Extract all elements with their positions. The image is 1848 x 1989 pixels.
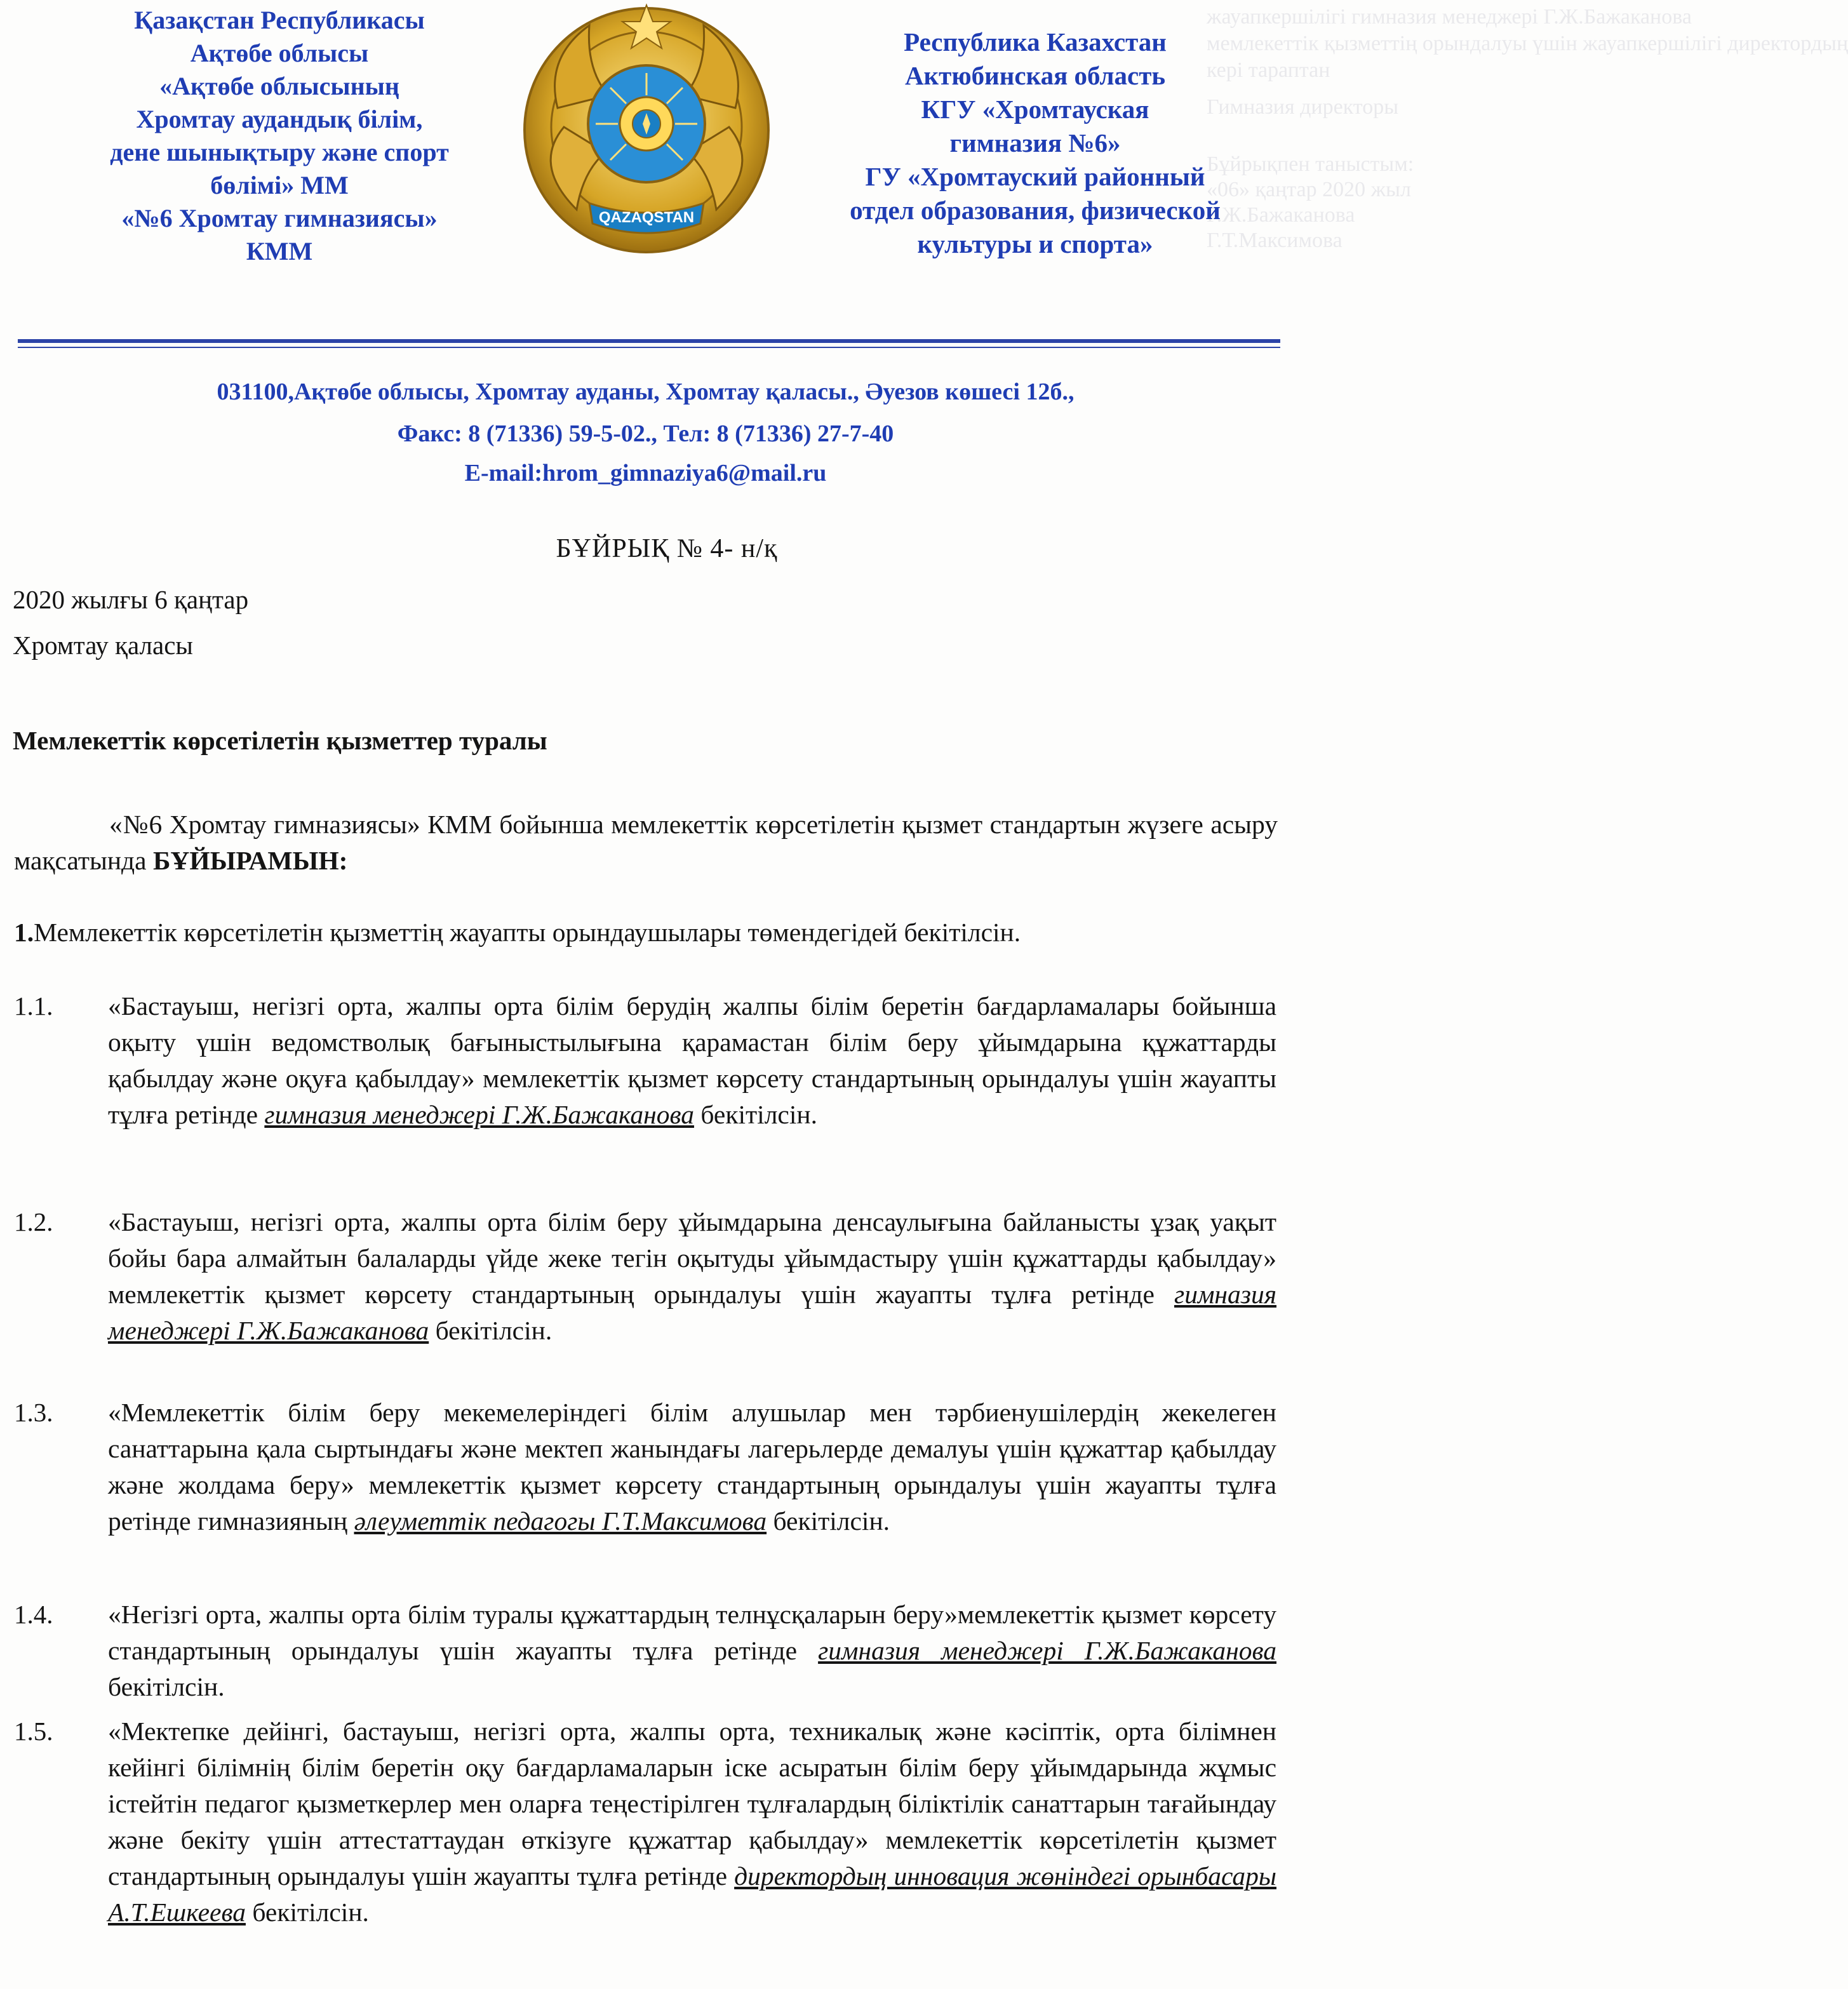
header-left-line: «№6 Хромтау гимназиясы»: [121, 204, 438, 232]
header-right-line: отдел образования, физической: [850, 196, 1221, 225]
item-number: 1.2.: [14, 1207, 53, 1236]
header-left-line: КММ: [246, 237, 313, 265]
header-left-line: Қазақстан Республикасы: [134, 6, 425, 34]
list-item: [14, 1597, 1278, 1705]
order-date: 2020 жылғы 6 қаңтар: [13, 585, 249, 614]
header-right-line: Республика Казахстан: [904, 27, 1167, 57]
item-number: 1.4.: [14, 1600, 53, 1629]
order-subject: Мемлекеттік көрсетілетін қызметтер туралы: [13, 726, 547, 755]
item-responsible-person: әлеуметтік педагогы Г.Т.Максимова: [354, 1506, 767, 1536]
item-number: 1.5.: [14, 1717, 53, 1746]
order-intro-text: «№6 Хромтау гимназиясы» КММ бойынша мемлекеттік көрсетілетін қызмет стандартын жүзеге асыру мақсатында: [14, 810, 1278, 875]
header-right-line: культуры и спорта»: [917, 229, 1153, 258]
bleed-line: Бұйрықпен таныстым:: [1207, 152, 1414, 176]
order-title: БҰЙРЫҚ № 4- н/қ: [556, 534, 778, 563]
item-number: 1.3.: [14, 1398, 53, 1427]
list-item: [14, 1395, 1278, 1539]
point-1-number: 1.: [14, 918, 34, 947]
header-right-line: Актюбинская область: [904, 61, 1166, 90]
emblem-ribbon-text: QAZAQSTAN: [598, 209, 695, 226]
header-left-line: «Ақтөбе облысының: [159, 72, 399, 100]
item-responsible-person: гимназия менеджері Г.Ж.Бажаканова: [264, 1100, 694, 1129]
header-right-line: гимназия №6»: [949, 128, 1121, 157]
header-divider-thin: [18, 347, 1280, 348]
header-left-line: бөлімі» ММ: [210, 171, 349, 199]
item-text-end: бекітілсін.: [108, 1672, 225, 1701]
header-right-russian: [781, 25, 1289, 261]
item-responsible-person: гимназия менеджері Г.Ж.Бажаканова: [108, 1280, 1276, 1345]
header-left-line: дене шынықтыру және спорт: [110, 138, 449, 166]
item-text-end: бекітілсін.: [693, 1100, 817, 1129]
item-text: [108, 1395, 1276, 1539]
list-item: [14, 1713, 1278, 1931]
item-responsible-person: гимназия менеджері Г.Ж.Бажаканова: [818, 1636, 1276, 1665]
bleed-line: «06» қаңтар 2020 жыл: [1207, 178, 1411, 201]
header-left-line: Хромтау аудандық білім,: [136, 105, 423, 133]
header-left-line: Ақтөбе облысы: [190, 39, 369, 67]
bleed-line: жауапкершілігі гимназия менеджері Г.Ж.Бажаканова: [1207, 5, 1692, 29]
header-right-line: ГУ «Хромтауский районный: [865, 162, 1205, 191]
item-text-main: «Бастауыш, негізгі орта, жалпы орта білім берудің жалпы білім беретін бағдарламалары бойынша оқыту үшін ведомстволық бағыныстылығына қарамастан білім беру ұйымдарына құжаттарды қабылдау және оқуға қабылдау» мемлекеттік қызмет көрсету стандартының орындалуы үшін жауапты тұлға ретінде: [108, 991, 1276, 1129]
bleed-line: Г.Т.Максимова: [1207, 229, 1342, 252]
point-1: [14, 914, 1278, 951]
item-text-main: «Мектепке дейінгі, бастауыш, негізгі орта, жалпы орта, техникалық және кәсіптік, орта білімнен кейінгі білімнің білім беретін оқу бағдарламаларын іске асыратын білім беру ұйымдарында жұмыс істейтін педагог қызметкерлер мен оларға теңестірілген тұлғалардың біліктілік санаттарын тағайындау және бекіту үшін аттестаттаудан өткізуге құжаттар қабылдау» мемлекеттік көрсетілетін қызмет стандартының орындалуы үшін жауапты тұлға ретінде: [108, 1717, 1276, 1891]
state-emblem-icon: [519, 0, 773, 267]
item-text: [108, 1713, 1276, 1931]
order-intro: [14, 807, 1278, 879]
item-text-end: бекітілсін.: [429, 1316, 552, 1345]
header-divider: [18, 339, 1280, 343]
item-text-main: «Бастауыш, негізгі орта, жалпы орта білім беру ұйымдарына денсаулығына байланысты ұзақ уақыт бойы бара алмайтын балаларды үйде жеке тегін оқытуды ұйымдастыру үшін құжаттарды қабылдау» мемлекеттік қызмет көрсету стандартының орындалуы үшін жауапты тұлға ретінде: [108, 1207, 1276, 1309]
point-1-text: Мемлекеттік көрсетілетін қызметтің жауапты орындаушылары төмендегідей бекітілсін.: [34, 918, 1021, 947]
item-text-main: «Негізгі орта, жалпы орта білім туралы құжаттардың телнұсқаларын беру»мемлекеттік қызмет көрсету стандартының орындалуы үшін жауапты тұлға ретінде: [108, 1600, 1276, 1665]
bleed-line: кері тараптан: [1207, 58, 1330, 82]
order-intro-command: БҰЙЫРАМЫН:: [152, 846, 348, 875]
item-responsible-person: директордың инновация жөніндегі орынбасары А.Т.Ешкеева: [108, 1861, 1276, 1927]
list-item: [14, 988, 1278, 1133]
item-text: [108, 988, 1276, 1133]
item-text: [108, 1597, 1276, 1705]
item-text-end: бекітілсін.: [767, 1506, 890, 1536]
item-text-end: бекітілсін.: [245, 1898, 369, 1927]
item-number: 1.1.: [14, 991, 53, 1021]
list-item: [14, 1204, 1278, 1349]
bleed-line: Г.Ж.Бажаканова: [1207, 203, 1355, 227]
bleed-line: мемлекеттік қызметтің орындалуы үшін жауапкершілігі директордың: [1207, 32, 1848, 55]
item-text: [108, 1204, 1276, 1349]
address-line: 031100,Ақтөбе облысы, Хромтау ауданы, Хромтау қаласы., Әуезов көшесі 12б.,: [217, 378, 1075, 405]
header-left-kazakh: [25, 4, 533, 268]
email-line: E-mail:hrom_gimnaziya6@mail.ru: [464, 460, 827, 486]
phone-fax-line: Факс: 8 (71336) 59-5-02., Тел: 8 (71336) 27-7-40: [397, 420, 894, 447]
bleed-line: Гимназия директоры: [1207, 95, 1399, 119]
header-right-line: КГУ «Хромтауская: [921, 95, 1149, 124]
order-place: Хромтау қаласы: [13, 631, 193, 660]
item-text-main: «Мемлекеттік білім беру мекемелеріндегі білім алушылар мен тәрбиенушілердің жекелеген санаттарына қала сыртындағы және мектеп жанындағы лагерьлерде демалуы үшін құжаттар қабылдау және жолдама беру» мемлекеттік қызмет көрсету стандартының орындалуы үшін жауапты тұлға ретінде гимназияның: [108, 1398, 1276, 1536]
